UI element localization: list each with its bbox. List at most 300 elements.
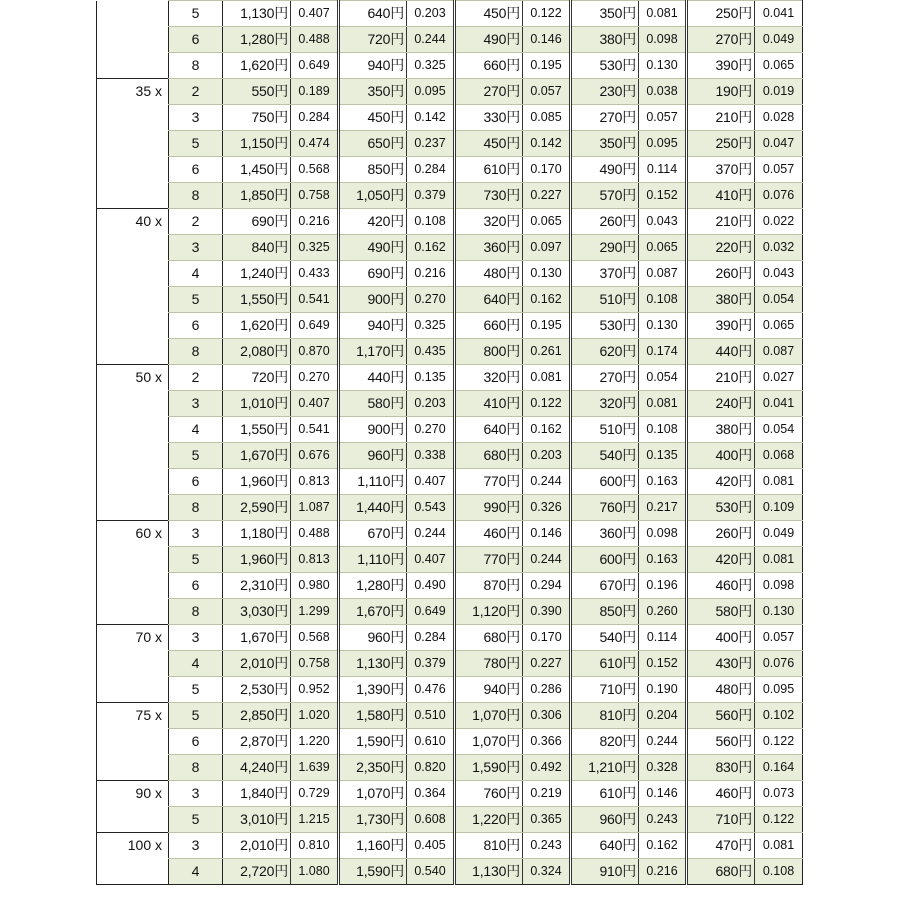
price-cell-5: 480円 [687, 677, 755, 703]
price-cell-3: 450円 [455, 131, 523, 157]
ratio-cell-4: 0.114 [639, 157, 687, 183]
price-cell-2: 960円 [339, 625, 407, 651]
ratio-cell-5: 0.028 [755, 105, 803, 131]
price-cell-4: 510円 [571, 417, 639, 443]
ratio-cell-4: 0.174 [639, 339, 687, 365]
price-cell-1: 1,960円 [223, 547, 291, 573]
size-group-label: 35 x [97, 79, 169, 105]
table-row [97, 183, 803, 209]
thickness-cell: 5 [169, 287, 223, 313]
price-cell-3: 1,070円 [455, 729, 523, 755]
ratio-cell-4: 0.081 [639, 1, 687, 27]
size-group-label [97, 235, 169, 261]
price-cell-2: 690円 [339, 261, 407, 287]
ratio-cell-4: 0.196 [639, 573, 687, 599]
size-group-label [97, 469, 169, 495]
price-cell-2: 1,130円 [339, 651, 407, 677]
table-row [97, 599, 803, 625]
ratio-cell-4: 0.162 [639, 833, 687, 859]
price-cell-4: 530円 [571, 313, 639, 339]
price-cell-4: 350円 [571, 131, 639, 157]
price-cell-1: 1,670円 [223, 443, 291, 469]
table-row [97, 313, 803, 339]
ratio-cell-1: 0.488 [291, 521, 339, 547]
ratio-cell-4: 0.163 [639, 469, 687, 495]
thickness-cell: 6 [169, 729, 223, 755]
price-cell-2: 450円 [339, 105, 407, 131]
table-row [97, 833, 803, 859]
ratio-cell-2: 0.435 [407, 339, 455, 365]
price-cell-1: 2,870円 [223, 729, 291, 755]
price-cell-5: 470円 [687, 833, 755, 859]
price-cell-1: 1,150円 [223, 131, 291, 157]
thickness-cell: 5 [169, 703, 223, 729]
ratio-cell-5: 0.081 [755, 833, 803, 859]
ratio-cell-3: 0.324 [523, 859, 571, 885]
price-cell-3: 680円 [455, 443, 523, 469]
ratio-cell-2: 0.284 [407, 625, 455, 651]
ratio-cell-2: 0.216 [407, 261, 455, 287]
price-cell-1: 1,010円 [223, 391, 291, 417]
price-cell-2: 440円 [339, 365, 407, 391]
price-cell-1: 2,080円 [223, 339, 291, 365]
ratio-cell-5: 0.022 [755, 209, 803, 235]
size-group-label [97, 105, 169, 131]
ratio-cell-5: 0.057 [755, 625, 803, 651]
ratio-cell-1: 0.407 [291, 1, 339, 27]
ratio-cell-1: 1.639 [291, 755, 339, 781]
price-cell-2: 420円 [339, 209, 407, 235]
ratio-cell-1: 0.541 [291, 417, 339, 443]
thickness-cell: 6 [169, 469, 223, 495]
price-cell-3: 270円 [455, 79, 523, 105]
ratio-cell-2: 0.162 [407, 235, 455, 261]
price-cell-4: 370円 [571, 261, 639, 287]
price-cell-2: 1,590円 [339, 859, 407, 885]
price-cell-2: 720円 [339, 27, 407, 53]
price-cell-1: 2,530円 [223, 677, 291, 703]
price-cell-4: 910円 [571, 859, 639, 885]
ratio-cell-5: 0.047 [755, 131, 803, 157]
ratio-cell-4: 0.108 [639, 417, 687, 443]
table-row [97, 339, 803, 365]
table-row [97, 79, 803, 105]
ratio-cell-3: 0.227 [523, 183, 571, 209]
size-group-label [97, 261, 169, 287]
ratio-cell-1: 0.568 [291, 625, 339, 651]
ratio-cell-5: 0.073 [755, 781, 803, 807]
ratio-cell-3: 0.366 [523, 729, 571, 755]
ratio-cell-4: 0.216 [639, 859, 687, 885]
size-group-label: 90 x [97, 781, 169, 807]
table-row [97, 677, 803, 703]
price-cell-3: 640円 [455, 417, 523, 443]
thickness-cell: 5 [169, 547, 223, 573]
price-cell-5: 400円 [687, 625, 755, 651]
ratio-cell-3: 0.162 [523, 417, 571, 443]
price-cell-4: 810円 [571, 703, 639, 729]
thickness-cell: 5 [169, 443, 223, 469]
thickness-cell: 8 [169, 755, 223, 781]
price-cell-3: 1,070円 [455, 703, 523, 729]
price-cell-4: 850円 [571, 599, 639, 625]
price-cell-3: 450円 [455, 1, 523, 27]
table-row [97, 53, 803, 79]
ratio-cell-1: 0.813 [291, 547, 339, 573]
ratio-cell-4: 0.114 [639, 625, 687, 651]
thickness-cell: 2 [169, 209, 223, 235]
ratio-cell-2: 0.244 [407, 521, 455, 547]
price-cell-1: 1,670円 [223, 625, 291, 651]
price-cell-4: 1,210円 [571, 755, 639, 781]
price-cell-4: 760円 [571, 495, 639, 521]
price-cell-5: 250円 [687, 1, 755, 27]
thickness-cell: 3 [169, 625, 223, 651]
table-row [97, 105, 803, 131]
ratio-cell-2: 0.490 [407, 573, 455, 599]
ratio-cell-1: 0.810 [291, 833, 339, 859]
price-cell-3: 480円 [455, 261, 523, 287]
ratio-cell-3: 0.243 [523, 833, 571, 859]
price-cell-4: 540円 [571, 443, 639, 469]
price-cell-3: 490円 [455, 27, 523, 53]
price-cell-5: 400円 [687, 443, 755, 469]
price-cell-4: 230円 [571, 79, 639, 105]
thickness-cell: 8 [169, 495, 223, 521]
price-cell-1: 3,010円 [223, 807, 291, 833]
price-cell-4: 600円 [571, 547, 639, 573]
size-group-label: 50 x [97, 365, 169, 391]
price-cell-3: 940円 [455, 677, 523, 703]
price-cell-2: 1,580円 [339, 703, 407, 729]
price-cell-1: 1,180円 [223, 521, 291, 547]
ratio-cell-4: 0.135 [639, 443, 687, 469]
ratio-cell-5: 0.054 [755, 287, 803, 313]
price-cell-2: 1,390円 [339, 677, 407, 703]
ratio-cell-3: 0.162 [523, 287, 571, 313]
price-table [96, 0, 803, 885]
price-cell-5: 440円 [687, 339, 755, 365]
ratio-cell-1: 0.758 [291, 651, 339, 677]
ratio-cell-4: 0.328 [639, 755, 687, 781]
ratio-cell-4: 0.244 [639, 729, 687, 755]
ratio-cell-3: 0.203 [523, 443, 571, 469]
ratio-cell-5: 0.076 [755, 651, 803, 677]
ratio-cell-3: 0.227 [523, 651, 571, 677]
table-body [97, 1, 803, 885]
ratio-cell-4: 0.057 [639, 105, 687, 131]
price-cell-1: 1,130円 [223, 1, 291, 27]
thickness-cell: 3 [169, 521, 223, 547]
ratio-cell-3: 0.146 [523, 27, 571, 53]
ratio-cell-5: 0.019 [755, 79, 803, 105]
table-row [97, 27, 803, 53]
ratio-cell-1: 0.541 [291, 287, 339, 313]
price-cell-4: 270円 [571, 105, 639, 131]
table-row [97, 807, 803, 833]
price-cell-3: 320円 [455, 365, 523, 391]
table-row [97, 781, 803, 807]
ratio-cell-4: 0.243 [639, 807, 687, 833]
ratio-cell-4: 0.098 [639, 27, 687, 53]
ratio-cell-2: 0.284 [407, 157, 455, 183]
ratio-cell-1: 1.215 [291, 807, 339, 833]
size-group-label [97, 391, 169, 417]
ratio-cell-4: 0.260 [639, 599, 687, 625]
ratio-cell-3: 0.326 [523, 495, 571, 521]
price-cell-3: 320円 [455, 209, 523, 235]
ratio-cell-1: 0.649 [291, 53, 339, 79]
price-cell-5: 210円 [687, 365, 755, 391]
ratio-cell-3: 0.122 [523, 1, 571, 27]
price-cell-5: 390円 [687, 53, 755, 79]
ratio-cell-4: 0.087 [639, 261, 687, 287]
thickness-cell: 3 [169, 235, 223, 261]
ratio-cell-5: 0.065 [755, 53, 803, 79]
price-cell-4: 960円 [571, 807, 639, 833]
price-cell-3: 1,120円 [455, 599, 523, 625]
thickness-cell: 2 [169, 79, 223, 105]
price-cell-1: 2,590円 [223, 495, 291, 521]
table-row [97, 755, 803, 781]
thickness-cell: 2 [169, 365, 223, 391]
ratio-cell-5: 0.041 [755, 391, 803, 417]
ratio-cell-4: 0.152 [639, 651, 687, 677]
price-cell-4: 620円 [571, 339, 639, 365]
price-cell-5: 420円 [687, 547, 755, 573]
ratio-cell-3: 0.390 [523, 599, 571, 625]
price-cell-2: 350円 [339, 79, 407, 105]
size-group-label [97, 443, 169, 469]
ratio-cell-2: 0.510 [407, 703, 455, 729]
price-cell-1: 1,240円 [223, 261, 291, 287]
ratio-cell-2: 0.108 [407, 209, 455, 235]
ratio-cell-4: 0.190 [639, 677, 687, 703]
ratio-cell-2: 0.407 [407, 469, 455, 495]
ratio-cell-1: 0.568 [291, 157, 339, 183]
price-cell-2: 580円 [339, 391, 407, 417]
price-cell-3: 410円 [455, 391, 523, 417]
size-group-label [97, 573, 169, 599]
size-group-label: 70 x [97, 625, 169, 651]
price-cell-2: 2,350円 [339, 755, 407, 781]
price-cell-1: 3,030円 [223, 599, 291, 625]
size-group-label [97, 183, 169, 209]
price-cell-3: 1,220円 [455, 807, 523, 833]
price-cell-3: 680円 [455, 625, 523, 651]
price-cell-5: 430円 [687, 651, 755, 677]
thickness-cell: 5 [169, 677, 223, 703]
ratio-cell-1: 1.087 [291, 495, 339, 521]
price-cell-2: 1,170円 [339, 339, 407, 365]
ratio-cell-5: 0.049 [755, 521, 803, 547]
table-row [97, 547, 803, 573]
table-row [97, 469, 803, 495]
table-row [97, 495, 803, 521]
price-cell-2: 850円 [339, 157, 407, 183]
table-row [97, 365, 803, 391]
price-cell-4: 290円 [571, 235, 639, 261]
price-cell-4: 610円 [571, 651, 639, 677]
ratio-cell-3: 0.492 [523, 755, 571, 781]
price-cell-3: 640円 [455, 287, 523, 313]
ratio-cell-5: 0.098 [755, 573, 803, 599]
price-cell-2: 640円 [339, 1, 407, 27]
ratio-cell-4: 0.081 [639, 391, 687, 417]
price-cell-5: 560円 [687, 703, 755, 729]
price-cell-1: 840円 [223, 235, 291, 261]
ratio-cell-2: 0.608 [407, 807, 455, 833]
ratio-cell-5: 0.108 [755, 859, 803, 885]
price-cell-5: 240円 [687, 391, 755, 417]
price-cell-4: 570円 [571, 183, 639, 209]
ratio-cell-2: 0.407 [407, 547, 455, 573]
ratio-cell-3: 0.081 [523, 365, 571, 391]
price-cell-4: 510円 [571, 287, 639, 313]
ratio-cell-1: 0.813 [291, 469, 339, 495]
price-cell-3: 660円 [455, 53, 523, 79]
price-cell-1: 1,620円 [223, 313, 291, 339]
price-cell-2: 1,440円 [339, 495, 407, 521]
ratio-cell-3: 0.294 [523, 573, 571, 599]
ratio-cell-1: 0.474 [291, 131, 339, 157]
ratio-cell-3: 0.146 [523, 521, 571, 547]
ratio-cell-2: 0.540 [407, 859, 455, 885]
size-group-label [97, 287, 169, 313]
price-cell-5: 420円 [687, 469, 755, 495]
price-cell-1: 720円 [223, 365, 291, 391]
ratio-cell-2: 0.379 [407, 183, 455, 209]
price-cell-2: 960円 [339, 443, 407, 469]
size-group-label [97, 131, 169, 157]
size-group-label [97, 1, 169, 27]
ratio-cell-2: 0.203 [407, 391, 455, 417]
table-row [97, 391, 803, 417]
price-cell-4: 350円 [571, 1, 639, 27]
ratio-cell-2: 0.405 [407, 833, 455, 859]
ratio-cell-5: 0.057 [755, 157, 803, 183]
ratio-cell-3: 0.219 [523, 781, 571, 807]
table-row [97, 521, 803, 547]
size-group-label [97, 807, 169, 833]
table-row [97, 703, 803, 729]
ratio-cell-3: 0.261 [523, 339, 571, 365]
ratio-cell-4: 0.204 [639, 703, 687, 729]
ratio-cell-4: 0.043 [639, 209, 687, 235]
size-group-label [97, 651, 169, 677]
ratio-cell-1: 1.299 [291, 599, 339, 625]
price-cell-5: 560円 [687, 729, 755, 755]
price-cell-3: 610円 [455, 157, 523, 183]
thickness-cell: 4 [169, 417, 223, 443]
ratio-cell-5: 0.102 [755, 703, 803, 729]
price-cell-1: 1,280円 [223, 27, 291, 53]
ratio-cell-4: 0.095 [639, 131, 687, 157]
ratio-cell-3: 0.065 [523, 209, 571, 235]
ratio-cell-3: 0.122 [523, 391, 571, 417]
price-cell-1: 2,010円 [223, 651, 291, 677]
ratio-cell-3: 0.085 [523, 105, 571, 131]
price-cell-2: 900円 [339, 287, 407, 313]
ratio-cell-3: 0.097 [523, 235, 571, 261]
thickness-cell: 3 [169, 391, 223, 417]
ratio-cell-4: 0.038 [639, 79, 687, 105]
ratio-cell-3: 0.142 [523, 131, 571, 157]
ratio-cell-2: 0.237 [407, 131, 455, 157]
table-row [97, 1, 803, 27]
ratio-cell-2: 0.095 [407, 79, 455, 105]
ratio-cell-1: 0.488 [291, 27, 339, 53]
ratio-cell-3: 0.286 [523, 677, 571, 703]
ratio-cell-5: 0.049 [755, 27, 803, 53]
ratio-cell-1: 0.758 [291, 183, 339, 209]
table-row [97, 417, 803, 443]
size-group-label [97, 755, 169, 781]
ratio-cell-4: 0.152 [639, 183, 687, 209]
price-cell-3: 800円 [455, 339, 523, 365]
ratio-cell-3: 0.170 [523, 157, 571, 183]
price-cell-4: 530円 [571, 53, 639, 79]
price-cell-2: 1,070円 [339, 781, 407, 807]
ratio-cell-5: 0.054 [755, 417, 803, 443]
ratio-cell-4: 0.054 [639, 365, 687, 391]
ratio-cell-2: 0.364 [407, 781, 455, 807]
ratio-cell-3: 0.130 [523, 261, 571, 287]
price-cell-2: 1,050円 [339, 183, 407, 209]
thickness-cell: 3 [169, 781, 223, 807]
ratio-cell-1: 0.189 [291, 79, 339, 105]
size-group-label: 100 x [97, 833, 169, 859]
table-row [97, 157, 803, 183]
price-cell-4: 360円 [571, 521, 639, 547]
table-row [97, 235, 803, 261]
price-cell-5: 370円 [687, 157, 755, 183]
ratio-cell-1: 1.080 [291, 859, 339, 885]
ratio-cell-4: 0.146 [639, 781, 687, 807]
thickness-cell: 4 [169, 651, 223, 677]
price-cell-3: 730円 [455, 183, 523, 209]
price-cell-4: 820円 [571, 729, 639, 755]
ratio-cell-2: 0.338 [407, 443, 455, 469]
price-cell-5: 710円 [687, 807, 755, 833]
price-cell-3: 1,590円 [455, 755, 523, 781]
ratio-cell-2: 0.270 [407, 287, 455, 313]
ratio-cell-4: 0.065 [639, 235, 687, 261]
size-group-label [97, 547, 169, 573]
size-group-label: 75 x [97, 703, 169, 729]
price-cell-5: 220円 [687, 235, 755, 261]
price-cell-4: 640円 [571, 833, 639, 859]
thickness-cell: 6 [169, 313, 223, 339]
price-cell-3: 770円 [455, 547, 523, 573]
price-cell-5: 210円 [687, 209, 755, 235]
price-cell-2: 650円 [339, 131, 407, 157]
size-group-label [97, 729, 169, 755]
ratio-cell-3: 0.244 [523, 547, 571, 573]
price-cell-5: 580円 [687, 599, 755, 625]
price-cell-4: 600円 [571, 469, 639, 495]
thickness-cell: 5 [169, 131, 223, 157]
ratio-cell-4: 0.163 [639, 547, 687, 573]
thickness-cell: 6 [169, 27, 223, 53]
table-row [97, 859, 803, 885]
ratio-cell-1: 0.407 [291, 391, 339, 417]
ratio-cell-4: 0.130 [639, 313, 687, 339]
price-cell-1: 2,720円 [223, 859, 291, 885]
ratio-cell-5: 0.087 [755, 339, 803, 365]
price-cell-2: 670円 [339, 521, 407, 547]
ratio-cell-3: 0.170 [523, 625, 571, 651]
